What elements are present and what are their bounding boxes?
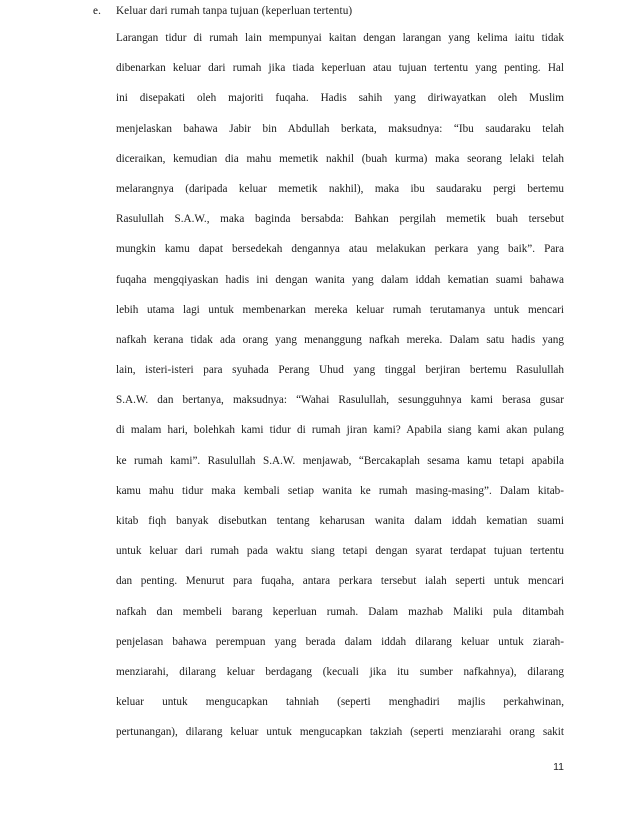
paragraph-line: Rasulullah S.A.W., maka baginda bersabda: Bahkan pergilah memetik buah tersebut xyxy=(116,213,564,226)
paragraph-line: nafkah dan membeli barang keperluan rumah. Dalam mazhab Maliki pula ditambah xyxy=(116,605,564,618)
body-paragraph xyxy=(116,30,564,755)
paragraph-line: Larangan tidur di rumah lain mempunyai kaitan dengan larangan yang kelima iaitu tidak xyxy=(116,32,564,44)
paragraph-line: penjelasan bahawa perempuan yang berada dalam iddah dilarang keluar untuk ziarah- xyxy=(116,635,564,648)
section-heading-text: Keluar dari rumah tanpa tujuan (keperluan tertentu) xyxy=(116,5,353,17)
paragraph-line: lain, isteri-isteri para syuhada Perang Uhud yang tinggal berjiran bertemu Rasulullah xyxy=(116,364,564,377)
paragraph-line: S.A.W. dan bertanya, maksudnya: “Wahai Rasulullah, sesungguhnya kami berasa gusar xyxy=(116,394,564,407)
paragraph-line: nafkah kerana tidak ada orang yang menanggung nafkah mereka. Dalam satu hadis yang xyxy=(116,333,564,346)
paragraph-line: ini disepakati oleh majoriti fuqaha. Hadis sahih yang diriwayatkan oleh Muslim xyxy=(116,92,564,105)
paragraph-line: diceraikan, kemudian dia mahu memetik nakhil (buah kurma) maka seorang lelaki telah xyxy=(116,152,564,165)
paragraph-line: keluar untuk mengucapkan tahniah (seperti menghadiri majlis perkahwinan, xyxy=(116,696,564,709)
paragraph-line: kamu mahu tidur maka kembali setiap wanita ke rumah masing-masing”. Dalam kitab- xyxy=(116,484,564,497)
paragraph-line: menziarahi, dilarang keluar berdagang (kecuali jika itu sumber nafkahnya), dilarang xyxy=(116,665,564,678)
section-marker: e. xyxy=(93,5,101,17)
paragraph-line: menjelaskan bahawa Jabir bin Abdullah berkata, maksudnya: “Ibu saudaraku telah xyxy=(116,122,564,135)
paragraph-line: lebih utama lagi untuk membenarkan mereka keluar rumah terutamanya untuk mencari xyxy=(116,303,564,316)
paragraph-line: pertunangan), dilarang keluar untuk mengucapkan takziah (seperti menziarahi orang sakit xyxy=(116,726,564,739)
paragraph-line: fuqaha mengqiyaskan hadis ini dengan wanita yang dalam iddah kematian suami bahawa xyxy=(116,273,564,286)
paragraph-line: ke rumah kami”. Rasulullah S.A.W. menjawab, “Bercakaplah sesama kamu tetapi apabila xyxy=(116,454,564,467)
paragraph-line: mungkin kamu dapat bersedekah dengannya atau melakukan perkara yang baik”. Para xyxy=(116,243,564,256)
paragraph-line: di malam hari, bolehkah kami tidur di rumah jiran kami? Apabila siang kami akan pulang xyxy=(116,424,564,437)
page-number: 11 xyxy=(553,761,564,773)
paragraph-line: melarangnya (daripada keluar memetik nakhil), maka ibu saudaraku pergi bertemu xyxy=(116,182,564,195)
paragraph-line: dan penting. Menurut para fuqaha, antara perkara tersebut ialah seperti untuk mencari xyxy=(116,575,564,588)
paragraph-line: kitab fiqh banyak disebutkan tentang keharusan wanita dalam iddah kematian suami xyxy=(116,515,564,527)
paragraph-line: dibenarkan keluar dari rumah jika tiada keperluan atau tujuan tertentu yang penting. Hal xyxy=(116,62,564,75)
section-heading xyxy=(93,3,352,19)
paragraph-line: untuk keluar dari rumah pada waktu siang tetapi dengan syarat terdapat tujuan tertentu xyxy=(116,545,564,558)
